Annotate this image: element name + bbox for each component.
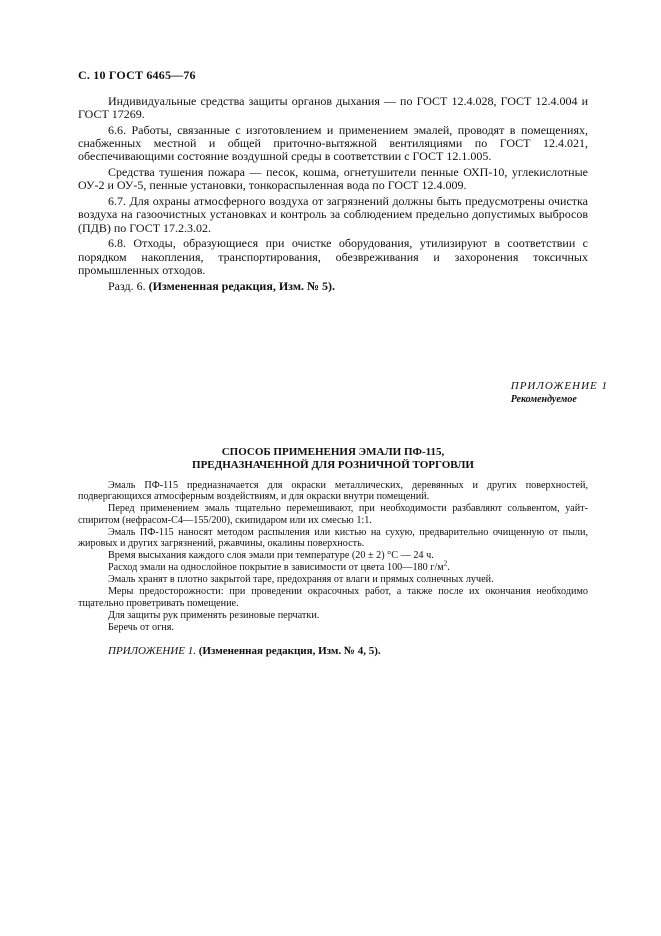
heading-line-1: СПОСОБ ПРИМЕНЕНИЯ ЭМАЛИ ПФ-115, [221, 446, 445, 458]
reference-prefix: Разд. 6. [108, 278, 146, 293]
page-header: С. 10 ГОСТ 6465—76 [78, 68, 196, 82]
appendix-status: Рекомендуемое [510, 394, 577, 405]
paragraph: 6.7. Для охраны атмосферного воздуха от загрязнений должны быть предусмотрены очистка воздуха на газоочистных установках и контроль за соблюдением предельно допустимых выбросов (ПДВ) по ГОСТ 17.2.3.02. [78, 194, 588, 235]
paragraph: Беречь от огня. [108, 621, 174, 633]
reference-appendix: ПРИЛОЖЕНИЕ 1. [108, 645, 196, 657]
appendix-amendment-reference [108, 645, 381, 657]
paragraph: Эмаль хранят в плотно закрытой таре, предохраняя от влаги и прямых солнечных лучей. [108, 574, 494, 586]
paragraph: Средства тушения пожара — песок, кошма, огнетушители пенные ОХП-10, углекислотные ОУ-2 и ОУ-5, пенные установки, тонкораспыленная вода по ГОСТ 12.4.009. [78, 165, 588, 193]
paragraph: 6.6. Работы, связанные с изготовлением и применением эмалей, проводят в помещениях, снабженных местной и общей приточно-вытяжной вентиляциями по ГОСТ 12.4.021, обеспечивающими состояние воздушной среды в соответствии с ГОСТ 12.1.005. [78, 123, 588, 164]
section-6-text [78, 95, 588, 295]
appendix-heading [78, 446, 588, 471]
consumption-paragraph [78, 559, 588, 574]
consumption-superscript: 2 [443, 559, 448, 568]
paragraph: Время высыхания каждого слоя эмали при температуре (20 ± 2) °С — 24 ч. [108, 550, 434, 562]
heading-line-2: ПРЕДНАЗНАЧЕННОЙ ДЛЯ РОЗНИЧНОЙ ТОРГОВЛИ [192, 458, 474, 471]
paragraph: 6.8. Отходы, образующиеся при очистке оборудования, утилизируют в соответствии с порядком накопления, транспортирования, обезвреживания и захоронения токсичных промышленных отходов. [78, 236, 588, 277]
reference-amendment: (Измененная редакция, Изм. № 4, 5). [198, 645, 381, 657]
appendix-title: ПРИЛОЖЕНИЕ 1 [510, 380, 608, 392]
amendment-reference [78, 280, 588, 293]
paragraph: Меры предосторожности: при проведении окрасочных работ, а также после их окончания необходимо тщательно проветривать помещение. [78, 586, 588, 609]
paragraph: Индивидуальные средства защиты органов дыхания — по ГОСТ 12.4.028, ГОСТ 12.4.004 и ГОСТ 17269. [78, 94, 588, 122]
paragraph: Эмаль ПФ-115 предназначается для окраски металлических, деревянных и других поверхностей, подвергающихся атмосферным воздействиям, и для окраски внутри помещений. [78, 480, 588, 503]
reference-amendment: (Измененная редакция, Изм. № 5). [148, 278, 336, 293]
paragraph: Эмаль ПФ-115 наносят методом распыления или кистью на сухую, предварительно очищенную от пыли, жировых и других загрязнений, ржавчины, окалины поверхность. [78, 526, 588, 550]
consumption-text: Расход эмали на однослойное покрытие в зависимости от цвета 100—180 г/м [108, 562, 444, 574]
appendix-label [511, 380, 608, 406]
paragraph: Для защиты рук применять резиновые перчатки. [108, 609, 320, 621]
paragraph: Перед применением эмаль тщательно перемешивают, при необходимости разбавляют сольвентом, уайт-спиритом (нефрасом-С4—155/200), скипидаром или их смесью 1:1. [78, 503, 588, 526]
appendix-body [78, 480, 588, 634]
consumption-end: . [447, 562, 450, 574]
